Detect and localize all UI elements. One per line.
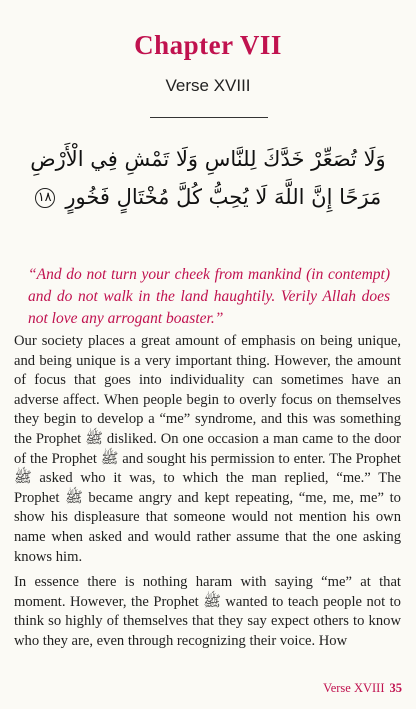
chapter-heading: Chapter VII <box>134 30 282 60</box>
divider-rule <box>150 117 268 118</box>
arabic-line-2-text: مَرَحًا إِنَّ اللَّهَ لَا يُحِبُّ كُلَّ مُخْتَالٍ فَخُورٍ <box>65 185 382 209</box>
body-paragraph-1: Our society places a great amount of emphasis on being unique, and being unique is a very important thing. However, the amount of focus that goes into individuality can sometimes have an adverse affect. When people begin to overly focus on themselves they begin to develop a “me” syndrome, and this was something the Prophet ﷺ disliked. On one occasion a man came to the door of the Prophet ﷺ and sought his permission to enter. The Prophet ﷺ asked who it was, to which the man replied, “me.” The Prophet ﷺ became angry and kept repeating, “me, me, me” to show his displeasure that someone would not mention his own name when asked and would rather assume that the one asking knows him. <box>14 333 401 565</box>
verse-translation: “And do not turn your cheek from mankind (in contempt) and do not walk in the land haughtily. Verily Allah does not love any arrogant boaster.” <box>28 266 390 327</box>
body-paragraph-2: In essence there is nothing haram with saying “me” at that moment. However, the Prophet ﷺ wanted to teach people not to think so highly of themselves that they say expect others to know who they are, even through recognizing their voice. How <box>14 574 401 649</box>
footer-running-title: Verse XVIII <box>323 681 385 695</box>
arabic-verse <box>12 140 404 216</box>
page-number: 35 <box>389 681 402 695</box>
ayah-number-marker: ١٨ <box>35 188 55 208</box>
arabic-line-1: وَلَا تُصَعِّرْ خَدَّكَ لِلنَّاسِ وَلَا تَمْشِ فِي الْأَرْضِ <box>30 147 386 171</box>
arabic-line-2 <box>12 178 404 216</box>
verse-title: Verse XVIII <box>165 76 251 95</box>
page-footer <box>323 681 402 696</box>
